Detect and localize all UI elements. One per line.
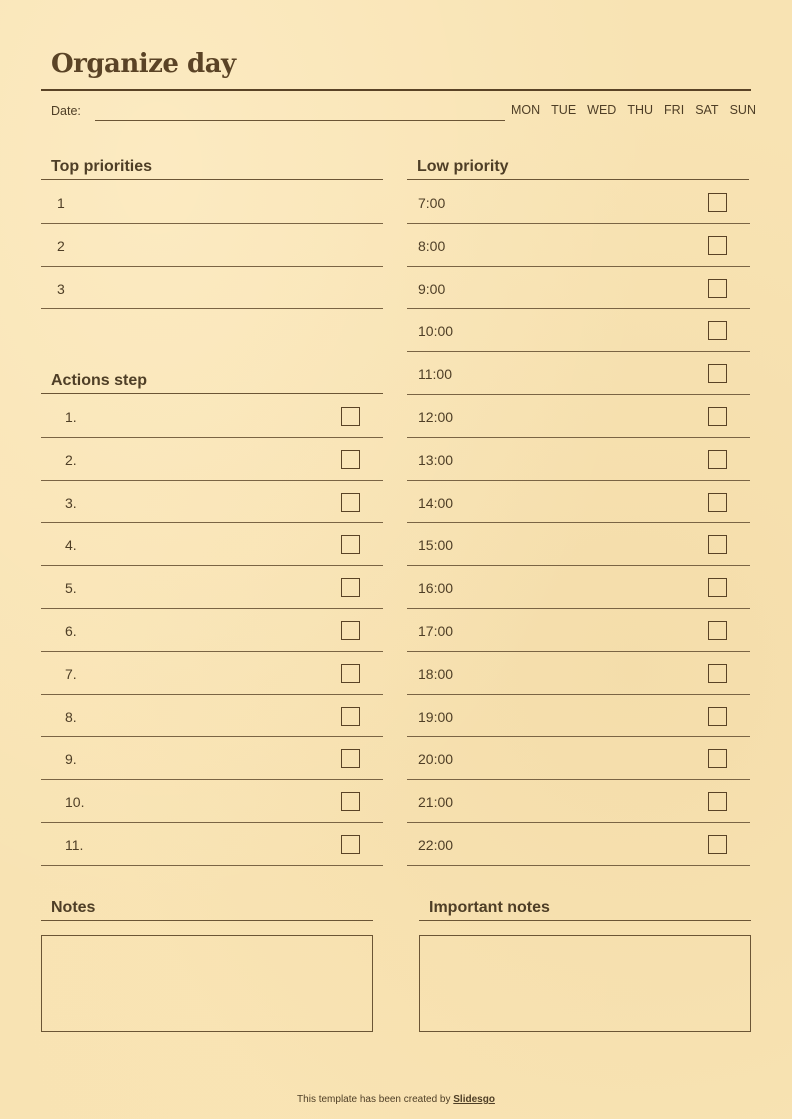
time-row-divider [407, 480, 750, 481]
action-checkbox[interactable] [341, 707, 360, 726]
important-notes-textarea[interactable] [419, 935, 751, 1032]
time-slot-label: 22:00 [418, 837, 454, 853]
time-slot-checkbox[interactable] [708, 835, 727, 854]
day-sun[interactable]: SUN [729, 103, 756, 117]
time-row-divider [407, 565, 750, 566]
priority-number: 1 [57, 195, 65, 211]
time-slot-label: 15:00 [418, 537, 454, 554]
action-row-divider [41, 565, 383, 566]
time-slot-label: 16:00 [418, 580, 454, 597]
time-slot-checkbox[interactable] [708, 664, 727, 683]
action-checkbox[interactable] [341, 407, 360, 426]
time-slot-checkbox[interactable] [708, 535, 727, 554]
time-slot-label: 18:00 [418, 665, 454, 682]
time-slot-label: 11:00 [418, 366, 452, 383]
action-checkbox[interactable] [341, 493, 360, 512]
time-slot-label: 17:00 [418, 623, 454, 639]
time-slot-label: 7:00 [418, 195, 446, 211]
time-row-divider [407, 522, 750, 523]
day-fri[interactable]: FRI [664, 103, 685, 117]
time-slot-checkbox[interactable] [708, 578, 727, 597]
action-row-divider [41, 522, 383, 523]
time-slot-label: 20:00 [418, 751, 454, 768]
action-checkbox[interactable] [341, 578, 360, 597]
action-step-number: 2. [65, 451, 77, 468]
notes-heading: Notes [51, 899, 96, 916]
action-step-number: 7. [65, 665, 77, 682]
action-step-number: 4. [65, 537, 77, 554]
time-slot-checkbox[interactable] [708, 193, 727, 212]
action-row-divider [41, 865, 383, 866]
date-label: Date: [51, 104, 81, 118]
time-slot-checkbox[interactable] [708, 450, 727, 469]
time-slot-checkbox[interactable] [708, 364, 727, 383]
action-step-number: 5. [65, 580, 77, 597]
top-priorities-rule [41, 179, 383, 180]
time-slot-label: 21:00 [418, 794, 454, 811]
important-notes-rule [419, 920, 751, 921]
day-wed[interactable]: WED [587, 103, 617, 117]
time-row-divider [407, 394, 750, 395]
action-checkbox[interactable] [341, 450, 360, 469]
actions-step-rule [41, 393, 383, 394]
time-row-divider [407, 351, 750, 352]
footer-credit [0, 1094, 792, 1105]
low-priority-heading: Low priority [417, 158, 509, 175]
time-row-divider [407, 822, 750, 823]
page-title: Organize day [51, 49, 236, 79]
action-row-divider [41, 480, 383, 481]
slidesgo-link[interactable]: Slidesgo [453, 1094, 495, 1105]
time-row-divider [407, 651, 750, 652]
action-step-number: 3. [65, 494, 77, 511]
notes-rule [41, 920, 373, 921]
time-row-divider [407, 223, 750, 224]
weekday-selector [511, 103, 756, 117]
time-slot-checkbox[interactable] [708, 493, 727, 512]
date-field[interactable] [95, 120, 505, 121]
actions-step-heading: Actions step [51, 372, 148, 389]
action-row-divider [41, 779, 383, 780]
time-row-divider [407, 437, 750, 438]
action-row-divider [41, 736, 383, 737]
low-priority-rule [407, 179, 749, 180]
notes-textarea[interactable] [41, 935, 373, 1032]
time-slot-checkbox[interactable] [708, 621, 727, 640]
day-tue[interactable]: TUE [551, 103, 577, 117]
action-checkbox[interactable] [341, 621, 360, 640]
priority-row-divider [41, 223, 383, 224]
action-row-divider [41, 694, 383, 695]
time-slot-checkbox[interactable] [708, 792, 727, 811]
time-row-divider [407, 608, 750, 609]
day-sat[interactable]: SAT [695, 103, 719, 117]
time-row-divider [407, 694, 750, 695]
time-slot-checkbox[interactable] [708, 236, 727, 255]
action-row-divider [41, 822, 383, 823]
time-slot-checkbox[interactable] [708, 279, 727, 298]
priority-number: 3 [57, 280, 65, 297]
action-checkbox[interactable] [341, 535, 360, 554]
action-checkbox[interactable] [341, 664, 360, 683]
action-row-divider [41, 608, 383, 609]
time-row-divider [407, 865, 750, 866]
priority-row-divider [41, 266, 383, 267]
action-checkbox[interactable] [341, 835, 360, 854]
action-step-number: 11. [65, 837, 84, 853]
time-slot-label: 14:00 [418, 494, 454, 511]
time-slot-checkbox[interactable] [708, 749, 727, 768]
top-priorities-heading: Top priorities [51, 158, 153, 175]
important-notes-heading: Important notes [429, 899, 550, 916]
priority-row-divider [41, 308, 383, 309]
day-thu[interactable]: THU [627, 103, 654, 117]
time-row-divider [407, 308, 750, 309]
action-step-number: 6. [65, 623, 77, 639]
time-slot-checkbox[interactable] [708, 707, 727, 726]
action-step-number: 9. [65, 751, 77, 768]
priority-number: 2 [57, 237, 65, 254]
time-slot-checkbox[interactable] [708, 407, 727, 426]
time-slot-label: 12:00 [418, 409, 454, 425]
time-row-divider [407, 779, 750, 780]
time-slot-label: 10:00 [418, 323, 454, 340]
time-slot-checkbox[interactable] [708, 321, 727, 340]
time-row-divider [407, 736, 750, 737]
time-slot-label: 8:00 [418, 237, 446, 254]
action-step-number: 8. [65, 708, 77, 725]
time-slot-label: 13:00 [418, 451, 454, 468]
title-divider [41, 89, 751, 91]
time-slot-label: 19:00 [418, 708, 454, 725]
action-step-number: 10. [65, 794, 85, 811]
day-mon[interactable]: MON [511, 103, 541, 117]
action-step-number: 1. [65, 409, 77, 425]
action-checkbox[interactable] [341, 749, 360, 768]
footer-prefix: This template has been created by [297, 1094, 454, 1105]
time-row-divider [407, 266, 750, 267]
action-checkbox[interactable] [341, 792, 360, 811]
action-row-divider [41, 651, 383, 652]
time-slot-label: 9:00 [418, 280, 446, 297]
action-row-divider [41, 437, 383, 438]
